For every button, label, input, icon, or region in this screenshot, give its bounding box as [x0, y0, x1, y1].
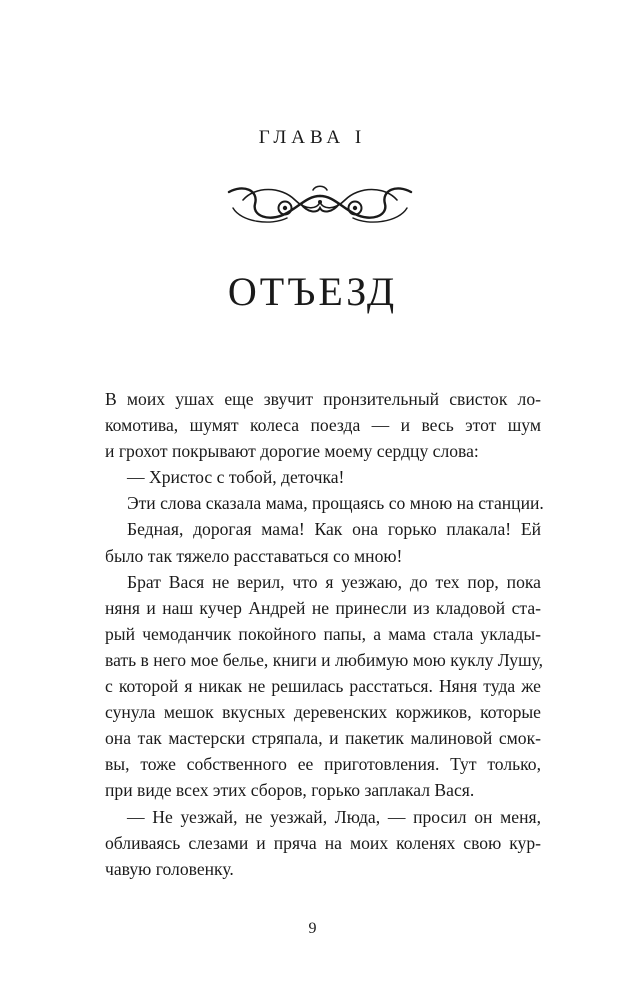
- text-line: обливаясь слезами и пряча на моих коленях свою кур-: [105, 832, 541, 853]
- text-line: Бедная, дорогая мама! Как она горько плакала! Ей: [127, 519, 541, 540]
- text-line: и грохот покрывают дорогие моему сердцу слова:: [105, 441, 479, 462]
- text-line: сунула мешок вкусных деревенских коржиков, которые: [105, 702, 541, 723]
- body-text: [105, 386, 544, 882]
- text-line: — Не уезжай, не уезжай, Люда, — просил он меня,: [127, 806, 541, 827]
- ornament-icon: [225, 178, 415, 230]
- text-line: рый чемоданчик покойного папы, а мама стала уклады-: [105, 623, 541, 644]
- chapter-label: ГЛАВА I: [258, 127, 367, 148]
- text-line: при виде всех этих сборов, горько заплакал Вася.: [105, 780, 475, 801]
- text-line: с которой я никак не решилась расстаться. Няня туда же: [105, 676, 541, 697]
- page-number: 9: [308, 920, 317, 937]
- text-line: В моих ушах еще звучит пронзительный свисток ло-: [105, 389, 541, 409]
- chapter-title: ОТЪЕЗД: [227, 269, 398, 314]
- text-line: было так тяжело расставаться со мною!: [105, 545, 403, 566]
- text-line: вы, тоже собственного ее приготовления. Тут только,: [105, 754, 541, 775]
- text-line: чавую головенку.: [105, 858, 234, 879]
- text-line: — Христос с тобой, деточка!: [127, 467, 345, 488]
- text-line: Брат Вася не верил, что я уезжаю, до тех пор, пока: [127, 571, 541, 592]
- text-line: няня и наш кучер Андрей не принесли из кладовой ста-: [105, 597, 541, 618]
- text-line: она так мастерски стряпала, и пакетик малиновой смок-: [105, 728, 541, 749]
- text-line: комотива, шумят колеса поезда — и весь этот шум: [105, 415, 541, 436]
- text-line: вать в него мое белье, книги и любимую мою куклу Лушу,: [105, 649, 544, 670]
- text-line: Эти слова сказала мама, прощаясь со мною на станции.: [127, 493, 544, 514]
